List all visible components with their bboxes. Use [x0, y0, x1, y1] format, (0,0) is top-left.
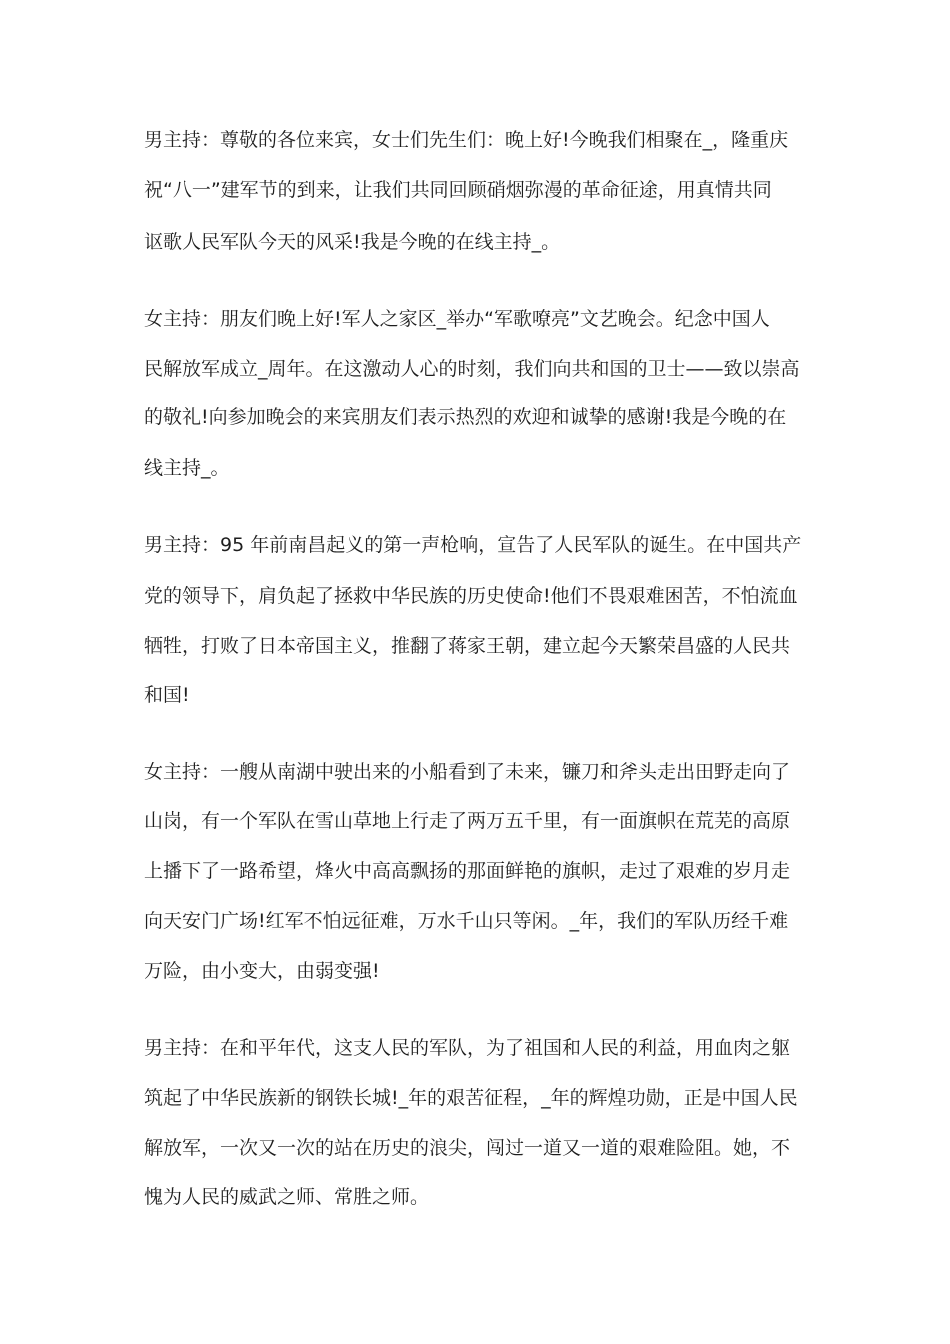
paragraph-4-line-1: 女主持：一艘从南湖中驶出来的小船看到了未来，镰刀和斧头走出田野走向了 — [144, 761, 791, 783]
paragraph-5-line-4: 愧为人民的威武之师、常胜之师。 — [144, 1186, 430, 1208]
paragraph-5-line-2: 筑起了中华民族新的钢铁长城!_年的艰苦征程，_年的辉煌功勋，正是中国人民 — [144, 1087, 798, 1109]
paragraph-3-line-2: 党的领导下，肩负起了拯救中华民族的历史使命!他们不畏艰难困苦，不怕流血 — [144, 585, 798, 607]
paragraph-4-line-2: 山岗，有一个军队在雪山草地上行走了两万五千里，有一面旗帜在荒芜的高原 — [144, 810, 791, 832]
paragraph-2-line-2: 民解放军成立_周年。在这激动人心的时刻，我们向共和国的卫士——致以崇高 — [144, 358, 800, 380]
paragraph-4-line-5: 万险，由小变大，由弱变强! — [144, 960, 380, 982]
paragraph-1-line-1: 男主持：尊敬的各位来宾，女士们先生们：晚上好!今晚我们相聚在_，隆重庆 — [144, 129, 789, 151]
paragraph-3-line-3: 牺牲，打败了日本帝国主义，推翻了蒋家王朝，建立起今天繁荣昌盛的人民共 — [144, 635, 791, 657]
paragraph-2-line-4: 线主持_。 — [144, 457, 230, 479]
paragraph-2-line-1: 女主持：朋友们晚上好!军人之家区_举办“军歌嘹亮”文艺晚会。纪念中国人 — [144, 308, 770, 330]
paragraph-5-line-1: 男主持：在和平年代，这支人民的军队，为了祖国和人民的利益，用血肉之躯 — [144, 1037, 791, 1059]
paragraph-5-line-3: 解放军，一次又一次的站在历史的浪尖，闯过一道又一道的艰难险阻。她，不 — [144, 1137, 791, 1159]
paragraph-1-line-3: 讴歌人民军队今天的风采!我是今晚的在线主持_。 — [144, 231, 561, 253]
paragraph-3-line-4: 和国! — [144, 684, 190, 706]
paragraph-1-line-2: 祝“八一”建军节的到来，让我们共同回顾硝烟弥漫的革命征途，用真情共同 — [144, 179, 772, 201]
paragraph-2-line-3: 的敬礼!向参加晚会的来宾朋友们表示热烈的欢迎和诚挚的感谢!我是今晚的在 — [144, 406, 787, 428]
paragraph-4-line-3: 上播下了一路希望，烽火中高高飘扬的那面鲜艳的旗帜，走过了艰难的岁月走 — [144, 860, 791, 882]
paragraph-3-line-1: 男主持：95 年前南昌起义的第一声枪响，宣告了人民军队的诞生。在中国共产 — [144, 534, 802, 556]
paragraph-4-line-4: 向天安门广场!红军不怕远征难，万水千山只等闲。_年，我们的军队历经千难 — [144, 910, 789, 932]
